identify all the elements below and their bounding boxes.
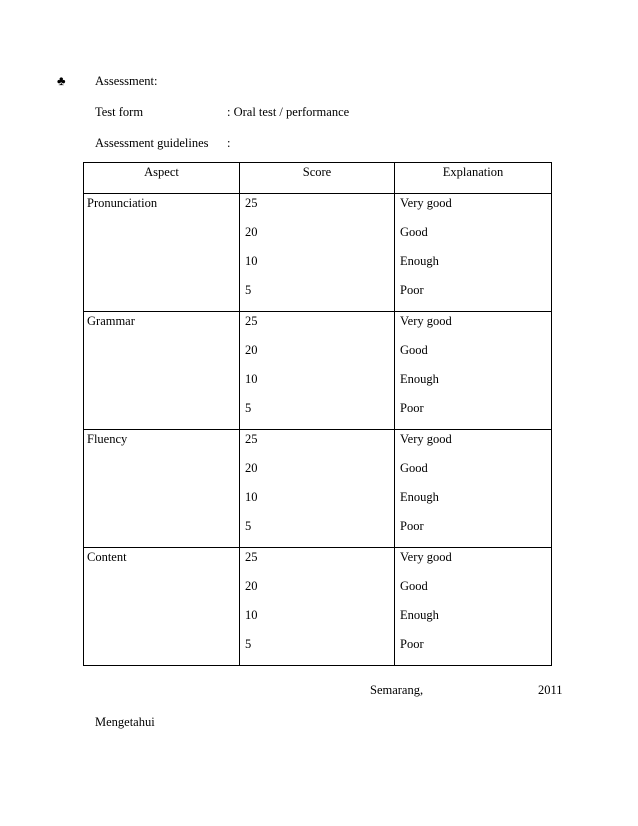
score-value: 5 [245, 401, 252, 415]
explanation-value: Good [400, 461, 428, 475]
score-value: 10 [245, 254, 258, 268]
explanation-cell [395, 194, 552, 312]
assessment-table [83, 162, 552, 666]
guidelines-label: Assessment guidelines [95, 136, 209, 150]
table-row [84, 548, 552, 666]
score-value: 25 [245, 432, 258, 446]
acknowledgement-label: Mengetahui [95, 715, 155, 729]
aspect-cell [84, 194, 240, 312]
score-cell [240, 194, 395, 312]
explanation-value: Very good [400, 550, 452, 564]
explanation-value: Good [400, 225, 428, 239]
table-header-row [84, 163, 552, 194]
header-aspect: Aspect [84, 163, 240, 194]
aspect-cell [84, 430, 240, 548]
score-cell [240, 430, 395, 548]
aspect-name: Grammar [87, 314, 135, 328]
score-cell [240, 548, 395, 666]
table-row [84, 312, 552, 430]
header-score: Score [240, 163, 395, 194]
guidelines-value: : [227, 136, 231, 150]
assessment-heading: Assessment: [95, 74, 158, 88]
score-value: 10 [245, 372, 258, 386]
table-row [84, 430, 552, 548]
score-value: 10 [245, 608, 258, 622]
score-value: 20 [245, 343, 258, 357]
year-label: 2011 [538, 683, 563, 697]
explanation-value: Very good [400, 432, 452, 446]
explanation-value: Poor [400, 401, 424, 415]
explanation-cell [395, 430, 552, 548]
score-value: 5 [245, 519, 252, 533]
explanation-value: Good [400, 579, 428, 593]
aspect-name: Pronunciation [87, 196, 158, 210]
score-value: 10 [245, 490, 258, 504]
explanation-cell [395, 548, 552, 666]
explanation-value: Enough [400, 372, 439, 386]
explanation-value: Poor [400, 519, 424, 533]
aspect-cell [84, 312, 240, 430]
aspect-cell [84, 548, 240, 666]
score-value: 25 [245, 196, 258, 210]
explanation-cell [395, 312, 552, 430]
explanation-value: Enough [400, 254, 439, 268]
explanation-value: Enough [400, 490, 439, 504]
score-value: 25 [245, 550, 258, 564]
score-value: 20 [245, 225, 258, 239]
score-value: 25 [245, 314, 258, 328]
explanation-value: Poor [400, 283, 424, 297]
test-form-value: : Oral test / performance [227, 105, 350, 119]
explanation-value: Very good [400, 314, 452, 328]
aspect-name: Content [87, 550, 127, 564]
score-value: 20 [245, 579, 258, 593]
explanation-value: Poor [400, 637, 424, 651]
club-bullet-icon: ♣ [57, 73, 66, 88]
score-value: 5 [245, 283, 252, 297]
place-label: Semarang, [370, 683, 424, 697]
test-form-label: Test form [95, 105, 144, 119]
table-row [84, 194, 552, 312]
score-cell [240, 312, 395, 430]
explanation-value: Very good [400, 196, 452, 210]
score-value: 20 [245, 461, 258, 475]
explanation-value: Good [400, 343, 428, 357]
aspect-name: Fluency [87, 432, 128, 446]
header-explanation: Explanation [395, 163, 552, 194]
explanation-value: Enough [400, 608, 439, 622]
score-value: 5 [245, 637, 252, 651]
